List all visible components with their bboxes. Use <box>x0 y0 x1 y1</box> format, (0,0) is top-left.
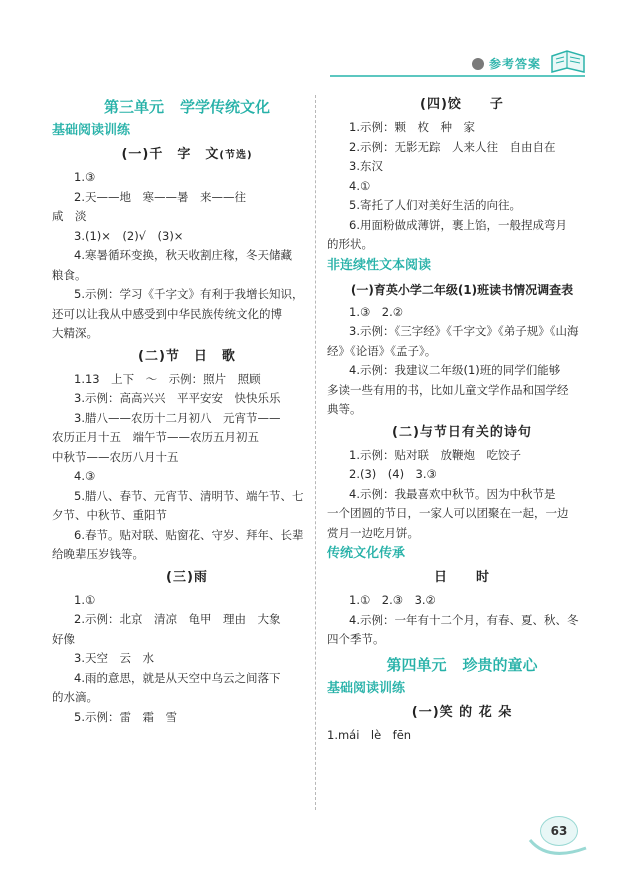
answer-line: 5.示例：雷 霜 雪 <box>74 709 177 724</box>
answer-line: 4.示例：我最喜欢中秋节。因为中秋节是 <box>349 486 556 501</box>
left-column <box>52 92 322 727</box>
answer-line: 给晚辈压岁钱等。 <box>52 547 144 561</box>
answer-line: 4.寒暑循环变换，秋天收割庄稼，冬天储藏 <box>74 248 292 262</box>
unit-subtitle: 珍贵的童心 <box>462 655 538 674</box>
answer-line: 4.③ <box>74 469 96 483</box>
answer-line: 四个季节。 <box>327 632 385 646</box>
answer-line: 农历正月十五 端午节——农历五月初五 <box>52 430 259 444</box>
answer-line: 2.(3) (4) 3.③ <box>349 467 437 481</box>
section-heading: 非连续性文本阅读 <box>327 257 432 273</box>
answer-line: 1.③ 2.② <box>349 304 404 319</box>
answer-line: 3.示例：《三字经》《千字文》《弟子规》《山海 <box>349 324 579 338</box>
answer-line: 中秋节——农历八月十五 <box>52 449 179 464</box>
article-title-text: (一)千 字 文 <box>121 147 220 162</box>
answer-line: 3.示例：高高兴兴 平平安安 快快乐乐 <box>74 391 281 405</box>
answer-line: 粮食。 <box>52 267 87 282</box>
answer-line: 2.示例：北京 清凉 龟甲 理由 大象 <box>74 612 281 626</box>
unit-title <box>327 652 597 678</box>
answer-line: 2.示例：无影无踪 人来人往 自由自在 <box>349 139 556 154</box>
section-heading: 传统文化传承 <box>327 546 406 561</box>
header-dot-icon <box>472 58 484 70</box>
section-heading: 基础阅读训练 <box>52 123 131 138</box>
answer-line: 6.春节。贴对联、贴窗花、守岁、拜年、长辈 <box>74 527 304 542</box>
answer-line: 3.(1)× (2)√ (3)× <box>74 228 184 243</box>
header-rule <box>330 75 585 77</box>
book-icon <box>549 48 587 76</box>
answer-line: 6.用面粉做成薄饼，裹上馅，一般捏成弯月 <box>349 217 567 232</box>
answer-line: 5.寄托了人们对美好生活的向往。 <box>349 198 521 212</box>
answer-line: 3.腊八——农历十二月初八 元宵节—— <box>74 410 281 425</box>
answer-line: 4.雨的意思，就是从天空中乌云之间落下 <box>74 670 281 685</box>
page-number: 63 <box>540 816 578 846</box>
answer-line: 3.天空 云 水 <box>74 651 154 665</box>
answer-line: 4.示例：我建议二年级(1)班的同学们能够 <box>349 363 561 377</box>
answer-line: 1.① 2.③ 3.② <box>349 593 436 607</box>
answer-line: 5.示例：学习《千字文》有利于我增长知识， <box>74 287 304 301</box>
answer-line: 多读一些有用的书，比如儿童文学作品和国学经 <box>327 382 569 397</box>
unit-number: 第三单元 <box>103 98 164 116</box>
answer-line: 好像 <box>52 631 75 646</box>
answer-line: 赏月一边吃月饼。 <box>327 525 419 540</box>
answer-line: 的水滴。 <box>52 690 98 704</box>
article-title <box>52 142 322 168</box>
article-title: (二)节 日 歌 <box>138 348 236 364</box>
answer-line: 咸 淡 <box>52 209 87 223</box>
answer-line: 还可以让我从中感受到中华民族传统文化的博 <box>52 306 282 321</box>
answer-line: 2.天——地 寒——暑 来——往 <box>74 189 246 204</box>
answer-line: 4.示例：一年有十二个月，有春、夏、秋、冬 <box>349 612 579 627</box>
article-title: (一)育英小学二年级(1)班读书情况调查表 <box>350 282 574 297</box>
answer-line: 4.① <box>349 178 371 193</box>
answer-line: 1.示例：贴对联 放鞭炮 吃饺子 <box>349 447 521 462</box>
header-label: 参考答案 <box>489 57 542 71</box>
answer-line: 经》《论语》《孟子》。 <box>327 343 437 358</box>
answer-line: 1.示例：颗 枚 种 家 <box>349 120 475 134</box>
answer-line: 1.① <box>74 592 96 607</box>
unit-number: 第四单元 <box>386 655 447 674</box>
answer-line: 一个团圆的节日，一家人可以团聚在一起，一边 <box>327 506 569 520</box>
answer-line: 1.mái lè fēn <box>327 727 412 742</box>
article-title-note: (节选) <box>219 150 253 161</box>
answer-line: 大精深。 <box>52 326 98 340</box>
unit-title <box>52 94 322 120</box>
section-heading: 基础阅读训练 <box>327 680 406 696</box>
answer-line: 1.13 上下 ～ 示例：照片 照顾 <box>74 371 261 386</box>
article-title: (四)饺 子 <box>420 97 504 112</box>
answer-line: 1.③ <box>74 170 96 184</box>
article-title: (三)雨 <box>166 569 208 585</box>
article-title: (一)笑 的 花 朵 <box>411 704 513 720</box>
article-title: 日 时 <box>433 570 490 585</box>
answer-line: 典等。 <box>327 402 362 416</box>
answer-line: 5.腊八、春节、元宵节、清明节、端午节、七 <box>74 488 304 503</box>
right-column <box>327 92 597 745</box>
answer-line: 的形状。 <box>327 237 373 251</box>
article-title: (二)与节日有关的诗句 <box>392 424 532 440</box>
answer-line: 3.东汉 <box>349 159 383 173</box>
answer-line: 夕节、中秋节、重阳节 <box>52 508 167 522</box>
unit-subtitle: 学学传统文化 <box>180 98 271 116</box>
